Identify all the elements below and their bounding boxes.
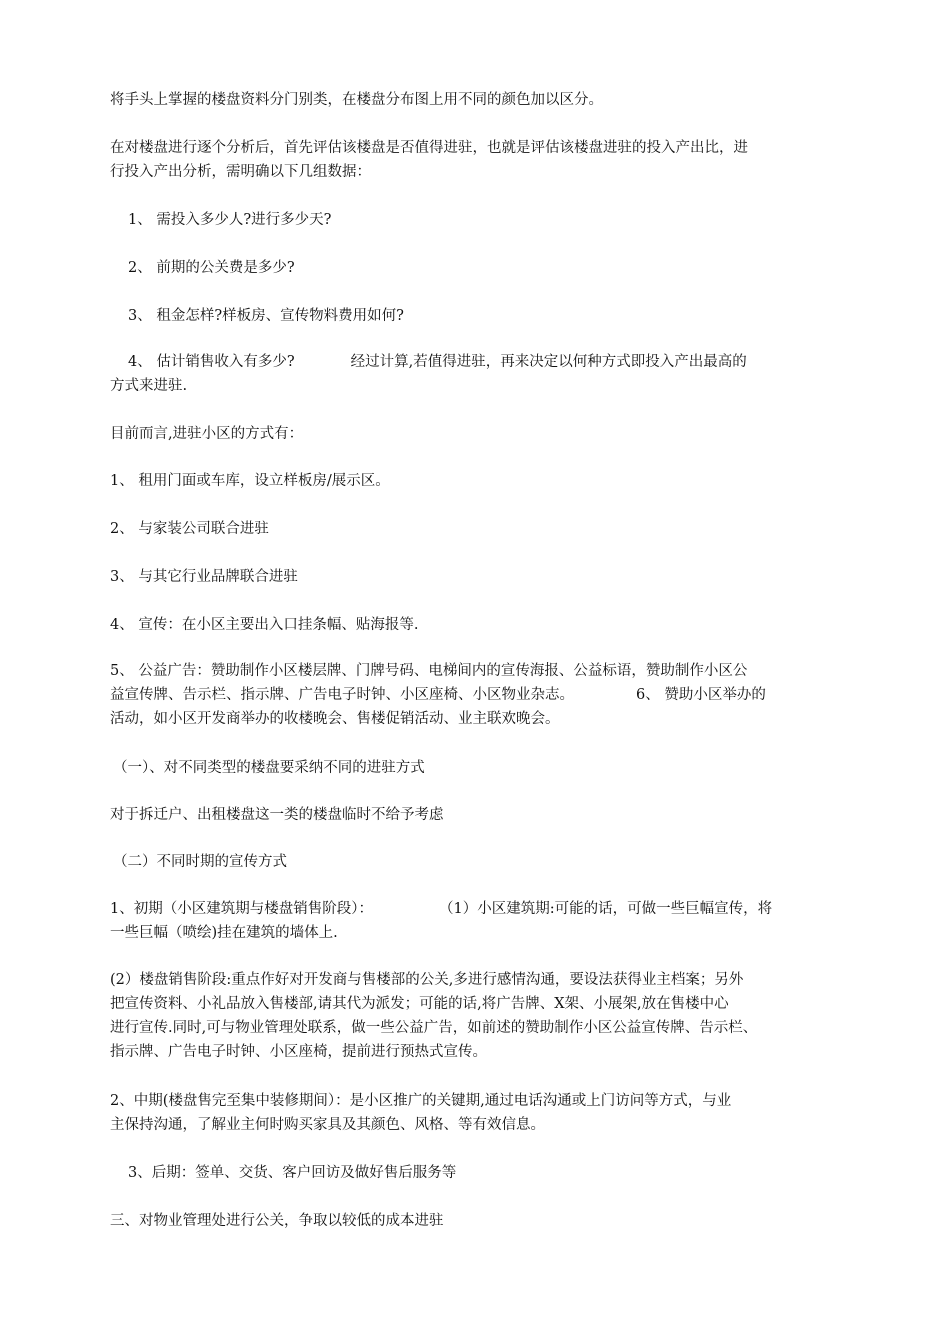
question-revenue-followup: 经过计算,若值得进驻，再来决定以何种方式即投入产出最高的 <box>350 354 747 370</box>
early-period-line1 <box>110 898 850 921</box>
method-1: 1、 租用门面或车库，设立样板房/展示区。 <box>110 473 390 489</box>
section-heading-1: （一）、对不同类型的楼盘要采纳不同的进驻方式 <box>113 760 425 776</box>
question-revenue <box>128 351 868 374</box>
method-5-line1: 5、 公益广告：赞助制作小区楼层牌、门牌号码、电梯间内的宣传海报、公益标语，赞助制作小区公 <box>110 663 748 679</box>
question-rent: 3、 租金怎样?样板房、宣传物料费用如何? <box>128 308 404 324</box>
question-staff: 1、 需投入多少人?进行多少天? <box>128 212 332 228</box>
sales-stage-line3: 进行宣传.同时,可与物业管理处联系，做一些公益广告，如前述的赞助制作小区公益宣传牌、告示栏、 <box>110 1020 758 1036</box>
paragraph-analysis-line1: 在对楼盘进行逐个分析后，首先评估该楼盘是否值得进驻，也就是评估该楼盘进驻的投入产出比，进 <box>110 140 748 156</box>
early-period-line2: 一些巨幅（喷绘)挂在建筑的墙体上. <box>110 925 338 941</box>
paragraph-classify-listings: 将手头上掌握的楼盘资料分门别类，在楼盘分布图上用不同的颜色加以区分。 <box>110 92 603 108</box>
question-revenue-text: 4、 估计销售收入有多少? <box>128 354 295 370</box>
question-revenue-line2: 方式来进驻. <box>110 378 188 394</box>
middle-period-line2: 主保持沟通，了解业主何时购买家具及其颜色、风格、等有效信息。 <box>110 1117 545 1133</box>
sales-stage-line2: 把宣传资料、小礼品放入售楼部,请其代为派发；可能的话,将广告牌、X架、小展架,放在售楼中心 <box>110 996 729 1012</box>
question-pr-cost: 2、 前期的公关费是多少? <box>128 260 295 276</box>
section-1-text: 对于拆迁户、出租楼盘这一类的楼盘临时不给予考虑 <box>110 807 444 823</box>
section-heading-3: 三、对物业管理处进行公关，争取以较低的成本进驻 <box>110 1213 444 1229</box>
method-6-line: 活动，如小区开发商举办的收楼晚会、售楼促销活动、业主联欢晚会。 <box>110 711 560 727</box>
method-4: 4、 宣传：在小区主要出入口挂条幅、贴海报等. <box>110 617 419 633</box>
middle-period-line1: 2、中期(楼盘售完至集中装修期间）：是小区推广的关键期,通过电话沟通或上门访问等方式，与业 <box>110 1093 732 1109</box>
section-heading-2: （二）不同时期的宣传方式 <box>113 854 287 870</box>
methods-intro: 目前而言,进驻小区的方式有： <box>110 426 304 442</box>
sales-stage-line1: (2）楼盘销售阶段:重点作好对开发商与售楼部的公关,多进行感情沟通，要设法获得业主档案；另外 <box>110 972 744 988</box>
method-6-start: 6、 赞助小区举办的 <box>636 687 766 703</box>
method-5-text: 益宣传牌、告示栏、指示牌、广告电子时钟、小区座椅、小区物业杂志。 <box>110 687 574 703</box>
early-period-label: 1、初期（小区建筑期与楼盘销售阶段）： <box>110 901 373 917</box>
method-3: 3、 与其它行业品牌联合进驻 <box>110 569 298 585</box>
late-period: 3、后期：签单、交货、客户回访及做好售后服务等 <box>128 1165 457 1181</box>
method-2: 2、 与家装公司联合进驻 <box>110 521 269 537</box>
method-5-line2 <box>110 684 850 707</box>
sales-stage-line4: 指示牌、广告电子时钟、小区座椅，提前进行预热式宣传。 <box>110 1044 487 1060</box>
early-construction-text: （1）小区建筑期:可能的话，可做一些巨幅宣传，将 <box>438 901 773 917</box>
paragraph-analysis-line2: 行投入产出分析，需明确以下几组数据： <box>110 164 371 180</box>
